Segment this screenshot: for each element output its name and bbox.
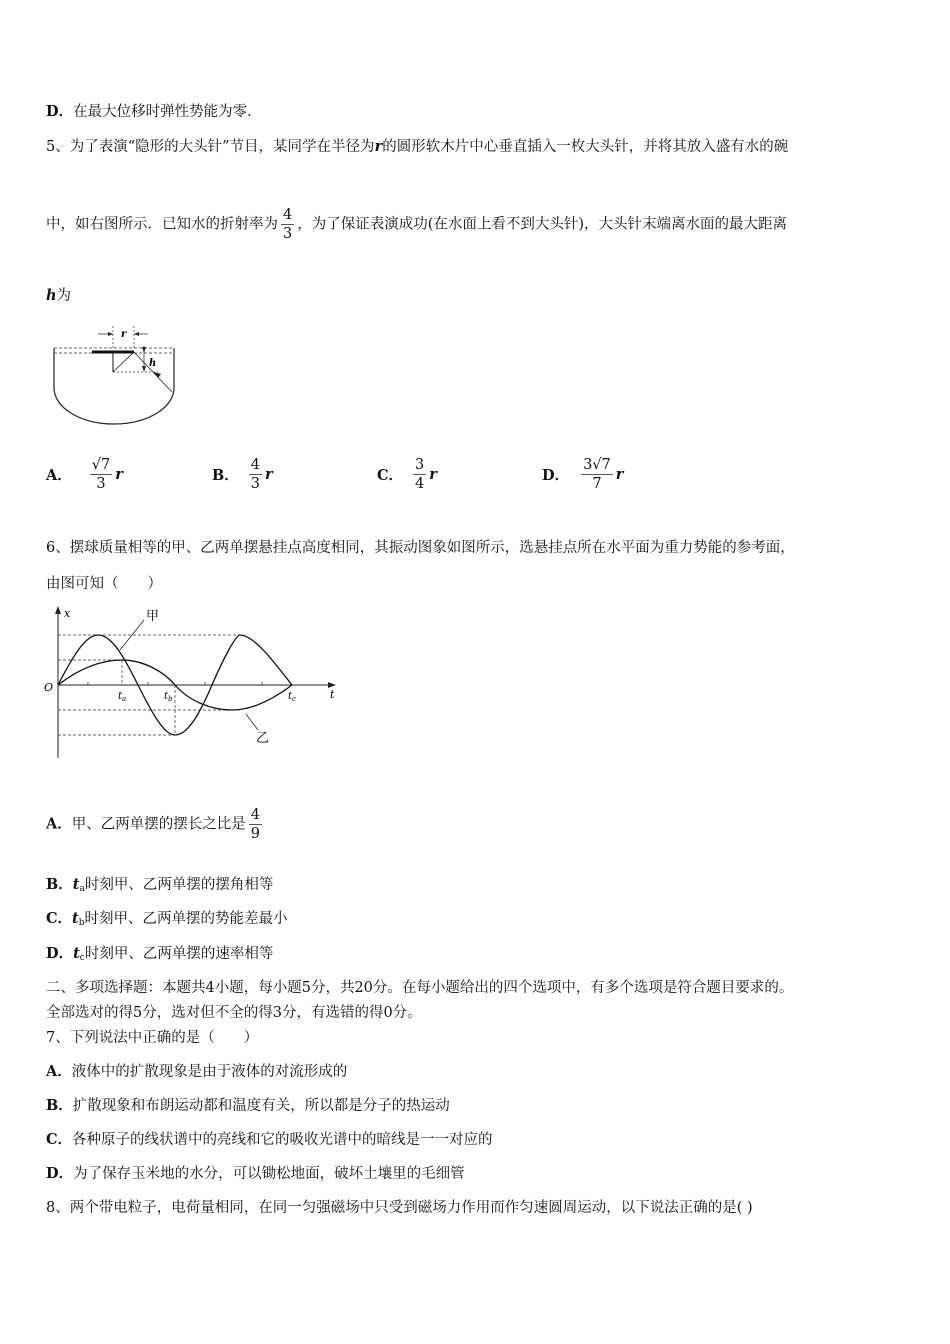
var-t: t (72, 876, 80, 893)
subscript: c (79, 953, 85, 963)
option-fraction (581, 456, 613, 493)
refraction-fraction (281, 206, 294, 243)
fraction-denominator: 3 (90, 474, 112, 493)
option-fraction (413, 456, 426, 493)
var-t: t (72, 910, 79, 927)
fraction-numerator: 3 (415, 457, 425, 473)
q6-stem-line2: 由图可知（ ） (46, 576, 162, 592)
q6-option-b (46, 875, 273, 899)
q7-stem: 7、下列说法中正确的是（ ） (46, 1030, 259, 1046)
tick-tb: $t_b$ (164, 691, 173, 703)
tick-tc: $t_c$ (288, 691, 296, 703)
option-label: C． (377, 467, 404, 484)
option-label: D． (46, 1165, 74, 1182)
q7-option-c (46, 1130, 493, 1150)
q7-option-d (46, 1164, 465, 1184)
fraction-denominator: 3 (283, 226, 293, 242)
option-label: D． (46, 945, 74, 962)
q7-option-b (46, 1096, 450, 1116)
q5-option-d (542, 456, 623, 493)
origin-label: O (44, 681, 54, 694)
option-label: C． (46, 910, 73, 927)
q6-option-c (46, 909, 288, 933)
q6-option-d (46, 944, 273, 968)
q8-stem: 8、两个带电粒子，电荷量相同，在同一匀强磁场中只受到磁场力作用而作匀速圆周运动，以下说法正确的是( ) (46, 1200, 753, 1216)
fraction-numerator: 4 (250, 807, 260, 823)
unit-r: r (265, 466, 273, 483)
option-text: 甲、乙两单摆的摆长之比是 (71, 816, 246, 833)
option-label: A． (46, 1063, 72, 1080)
q4-option-d (46, 102, 262, 122)
fraction-numerator: 4 (250, 457, 260, 473)
q5-text: 为 (56, 288, 72, 304)
option-label: D． (46, 103, 74, 120)
q6-stem-line1: 6、摆球质量相等的甲、乙两单摆悬挂点高度相同，其振动图象如图所示，选悬挂点所在水平面为重力势能的参考面， (46, 540, 795, 556)
fraction-numerator: √7 (91, 457, 111, 473)
option-text: 液体中的扩散现象是由于液体的对流形成的 (71, 1064, 348, 1080)
q5-stem-line2 (46, 206, 787, 243)
option-text: 为了保存玉米地的水分，可以锄松地面，破坏土壤里的毛细管 (73, 1166, 465, 1182)
y-axis-label: x (64, 607, 71, 620)
option-label: C． (46, 1131, 73, 1148)
var-h: h (46, 287, 57, 304)
fraction-denominator: 4 (415, 476, 425, 492)
option-text: 时刻甲、乙两单摆的势能差最小 (84, 911, 288, 927)
series-yi-label: 乙 (256, 731, 270, 746)
section2-heading-line1: 二、多项选择题：本题共4小题，每小题5分，共20分。在每小题给出的四个选项中，有多个选项是符合题目要求的。 (46, 980, 794, 996)
fraction-denominator: 9 (250, 826, 260, 842)
unit-r: r (429, 466, 437, 483)
fraction-numerator: 3√7 (583, 457, 611, 473)
fraction-denominator: 7 (581, 474, 613, 493)
series-jia-label: 甲 (146, 609, 160, 624)
var-r: r (374, 138, 383, 155)
subscript: b (78, 918, 85, 928)
q5-stem-line3 (46, 286, 71, 306)
fraction-numerator: 4 (283, 207, 293, 223)
option-label: B． (46, 1097, 73, 1114)
option-fraction (249, 456, 262, 493)
fraction-denominator: 3 (250, 476, 260, 492)
option-label: B． (212, 467, 239, 484)
subscript: a (79, 884, 85, 894)
q5-text: 5、为了表演“隐形的大头针”节目，某同学在半径为 (46, 139, 375, 155)
q5-stem-line1 (46, 137, 788, 157)
var-t: t (73, 945, 80, 962)
q7-option-a (46, 1062, 347, 1082)
option-fraction (90, 456, 112, 493)
tick-ta: $t_a$ (118, 691, 127, 703)
option-label: A． (46, 815, 72, 833)
label-r: r (121, 329, 127, 340)
q6-option-a (46, 806, 265, 843)
x-axis-label: t (330, 688, 335, 701)
unit-r: r (615, 466, 624, 483)
option-label: A． (46, 467, 72, 484)
bowl-figure (48, 322, 180, 426)
option-text: 在最大位移时弹性势能为零． (73, 104, 262, 120)
option-label: B． (46, 876, 73, 893)
option-label: D． (542, 467, 570, 484)
unit-r: r (115, 466, 123, 483)
section2-heading-line2: 全部选对的得5分，选对但不全的得3分，有选错的得0分。 (46, 1005, 422, 1021)
option-text: 时刻甲、乙两单摆的摆角相等 (84, 877, 274, 893)
option-text: 时刻甲、乙两单摆的速率相等 (84, 946, 274, 962)
q5-option-b (212, 456, 273, 493)
q5-option-a (46, 456, 123, 493)
option-text: 各种原子的线状谱中的亮线和它的吸收光谱中的暗线是一一对应的 (72, 1132, 493, 1148)
q5-text: ，为了保证表演成功(在水面上看不到大头针)，大头针末端离水面的最大距离 (297, 216, 788, 233)
oscillation-graph (40, 602, 340, 762)
q5-text: 中，如右图所示．已知水的折射率为 (46, 216, 278, 233)
option-text: 扩散现象和布朗运动都和温度有关，所以都是分子的热运动 (72, 1098, 450, 1114)
q5-text: 的圆形软木片中心垂直插入一枚大头针，并将其放入盛有水的碗 (382, 139, 789, 155)
option-fraction (249, 806, 262, 843)
label-h: h (149, 358, 157, 369)
q5-option-c (377, 456, 437, 493)
